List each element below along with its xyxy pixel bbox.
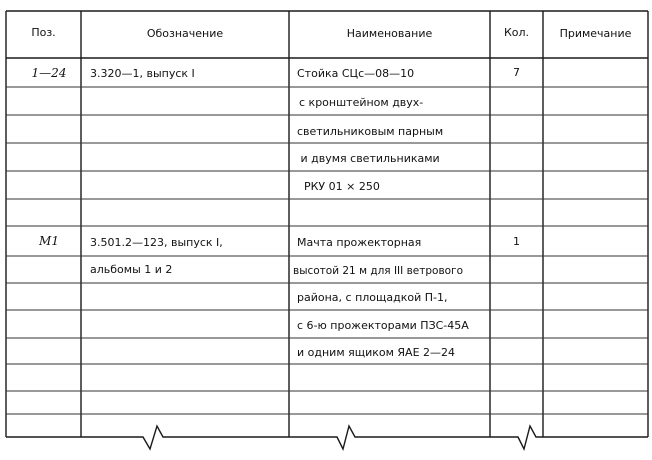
break-line xyxy=(6,426,648,449)
entry-pos: M1 xyxy=(39,234,59,248)
entry-qty: 7 xyxy=(513,66,520,79)
entry-name-line: и одним ящиком ЯАЕ 2—24 xyxy=(297,346,456,359)
header-designation: Обозначение xyxy=(146,27,224,40)
entry-qty: 1 xyxy=(513,235,520,248)
entry-name-line: с 6-ю прожекторами ПЗС-45А xyxy=(297,319,469,332)
entry-name-line: с кронштейном двух- xyxy=(299,96,424,109)
entry-name-line: РКУ 01 × 250 xyxy=(297,180,380,193)
header-pos: Поз. xyxy=(31,26,56,39)
entry-name-line: светильниковым парным xyxy=(297,125,444,138)
entry-designation-line: альбомы 1 и 2 xyxy=(90,263,173,276)
entry-designation-line: 3.320—1, выпуск I xyxy=(90,67,195,80)
header-note: Примечание xyxy=(559,27,632,40)
entry-name-line: и двумя светильниками xyxy=(297,152,440,165)
header-name: Наименование xyxy=(346,27,433,40)
entry-name-line: высотой 21 м для III ветрового xyxy=(293,265,463,277)
entry-designation-line: 3.501.2—123, выпуск I, xyxy=(90,236,223,249)
entry-name-line: района, с площадкой П-1, xyxy=(297,291,448,304)
entry-pos: 1—24 xyxy=(31,66,67,80)
header-qty: Кол. xyxy=(503,26,530,39)
entry-name-line: Стойка СЦс—08—10 xyxy=(297,67,415,80)
entry-name-line: Мачта прожекторная xyxy=(297,236,422,249)
